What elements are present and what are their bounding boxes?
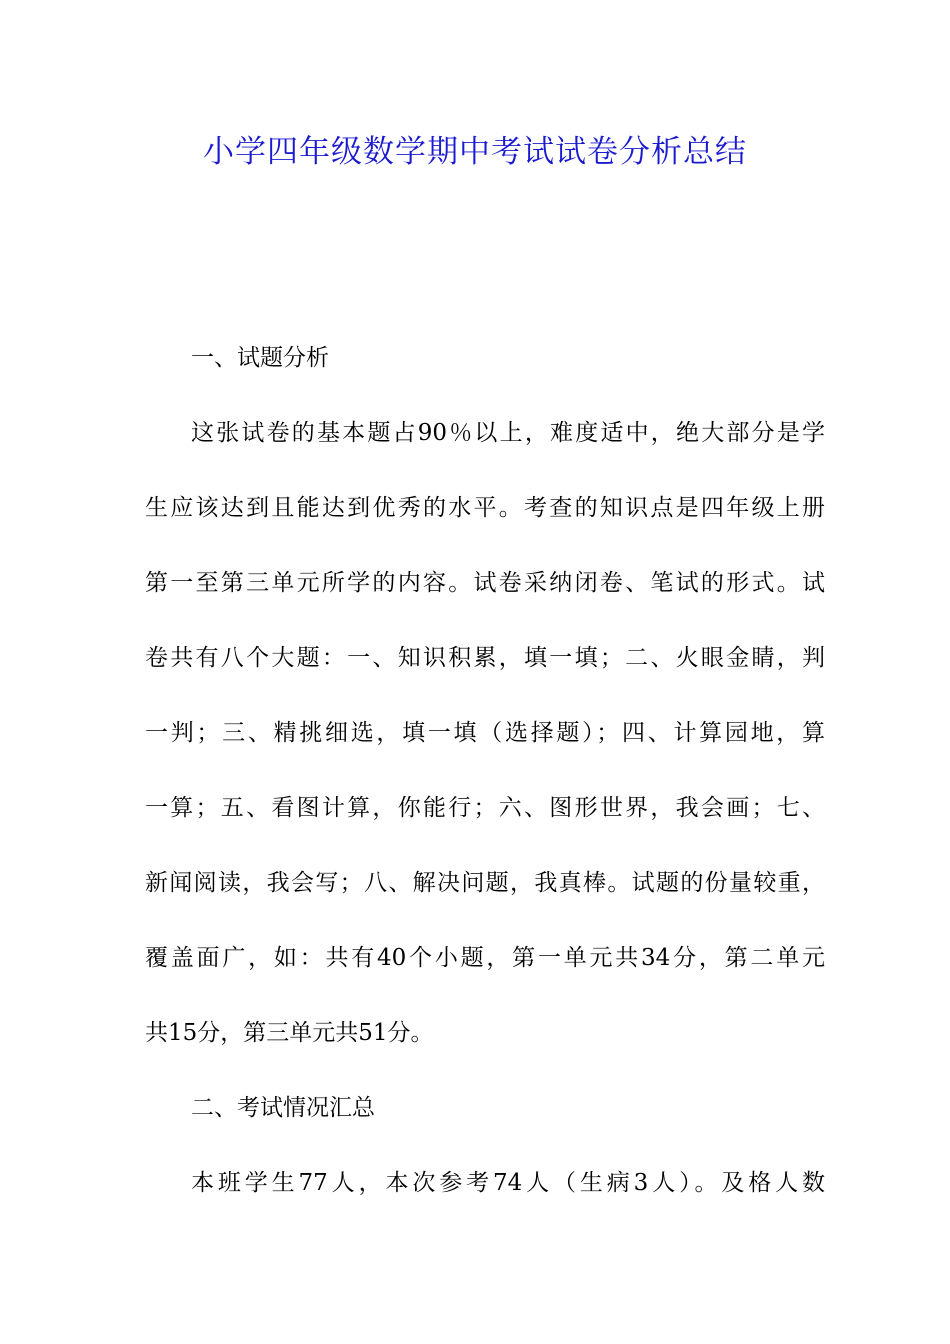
paragraph-line: 一算；五、看图计算，你能行；六、图形世界，我会画；七、 [145,795,825,821]
paragraph-line: 共15分，第三单元共51分。 [145,1020,434,1046]
section-heading-analysis: 一、试题分析 [191,345,329,371]
paragraph-line: 覆盖面广，如：共有40个小题，第一单元共34分，第二单元 [145,945,825,971]
section-heading-summary: 二、考试情况汇总 [191,1095,375,1121]
paragraph-line: 第一至第三单元所学的内容。试卷采纳闭卷、笔试的形式。试 [145,570,825,596]
paragraph-line: 卷共有八个大题：一、知识积累，填一填；二、火眼金睛，判 [145,645,825,671]
paragraph-line: 这张试卷的基本题占90％以上，难度适中，绝大部分是学 [191,420,825,446]
document-body [145,340,825,1240]
paragraph-line: 一判；三、精挑细选，填一填（选择题）；四、计算园地，算 [145,720,825,746]
document-title: 小学四年级数学期中考试试卷分析总结 [203,134,747,170]
paragraph-line: 本班学生77人，本次参考74人（生病3人）。及格人数 [191,1170,825,1196]
paragraph-line: 生应该达到且能达到优秀的水平。考查的知识点是四年级上册 [145,495,825,521]
paragraph-line: 新闻阅读，我会写；八、解决问题，我真棒。试题的份量较重， [145,870,825,896]
